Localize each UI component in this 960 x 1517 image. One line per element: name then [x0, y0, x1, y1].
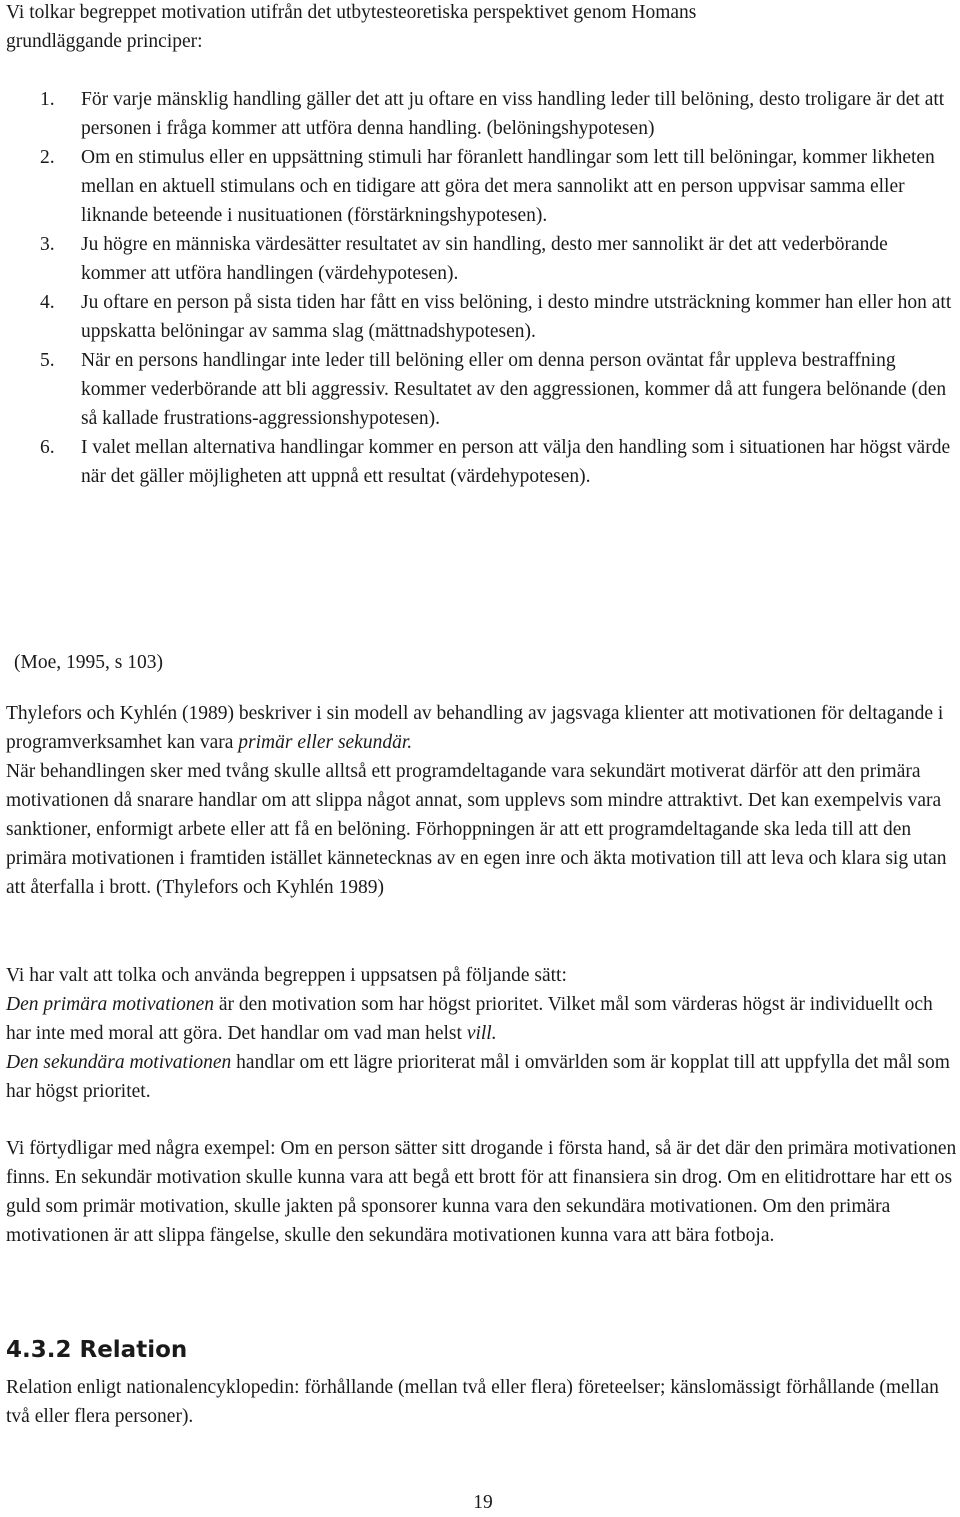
list-number: 2. — [40, 147, 55, 168]
list-item — [6, 85, 952, 143]
document-page — [6, 0, 960, 1515]
list-number: 1. — [40, 89, 55, 110]
list-number: 6. — [40, 437, 55, 458]
primary-motivation-italic-end: vill. — [466, 1023, 497, 1044]
list-item — [6, 143, 952, 230]
thylefors-italic: primär eller sekundär. — [238, 732, 413, 753]
citation-reference: (Moe, 1995, s 103) — [14, 652, 163, 673]
relation-paragraph: Relation enligt nationalencyklopedin: förhållande (mellan två eller flera) företeelser; känslomässigt förhållande (mellan två eller flera personer). — [6, 1377, 939, 1427]
intro-line-2: grundläggande principer: — [6, 31, 203, 52]
primary-motivation-term: Den primära motivationen — [6, 994, 214, 1015]
page-number: 19 — [473, 1492, 493, 1513]
intro-paragraph — [6, 0, 906, 56]
list-number: 4. — [40, 292, 55, 313]
intro-line-1: Vi tolkar begreppet motivation utifrån det utbytesteoretiska perspektivet genom Homans — [6, 2, 697, 23]
list-item — [6, 346, 952, 433]
list-item — [6, 433, 952, 491]
list-item — [6, 230, 952, 288]
list-item-text: Om en stimulus eller en uppsättning stimuli har föranlett handlingar som lett till belöningar, kommer likheten mellan en aktuell stimulans och en tidigare att göra det mera sannolikt att en person uppvisar samma eller liknande beteende i nusituationen (förstärkningshypotesen). — [81, 147, 935, 226]
primary-motivation-text: är den motivation som har högst prioritet. Vilket mål som värderas högst är individuellt och har inte med moral att göra. Det handlar om vad man helst — [6, 994, 933, 1044]
list-item-text: Ju oftare en person på sista tiden har fått en viss belöning, i desto mindre utsträckning kommer han eller hon att uppskatta belöningar av samma slag (mättnadshypotesen). — [81, 292, 952, 342]
secondary-motivation-text: handlar om ett lägre prioriterat mål i omvärlden som är kopplat till att uppfylla det mål som har högst prioritet. — [6, 1052, 950, 1102]
definitions-intro: Vi har valt att tolka och använda begreppen i uppsatsen på följande sätt: — [6, 965, 567, 986]
list-item-text: Ju högre en människa värdesätter resultatet av sin handling, desto mer sannolikt är det att vederbörande kommer att utföra handlingen (värdehypotesen). — [81, 234, 888, 284]
thylefors-text-1: Thylefors och Kyhlén (1989) beskriver i sin modell av behandling av jagsvaga klienter att motivationen för deltagande i programverksamhet kan vara — [6, 703, 944, 753]
examples-paragraph: Vi förtydligar med några exempel: Om en person sätter sitt drogande i första hand, så är det där den primära motivationen finns. En sekundär motivation skulle kunna vara att begå ett brott för att finansiera sin drog. Om en elitidrottare har ett os guld som primär motivation, skulle jakten på sponsorer kunna vara den sekundära motivationen. Om den primära motivationen är att slippa fängelse, skulle den sekundära motivationen kunna vara att bära fotboja. — [6, 1138, 957, 1246]
thylefors-paragraph — [6, 699, 960, 902]
principles-list — [6, 85, 952, 491]
secondary-motivation-term: Den sekundära motivationen — [6, 1052, 232, 1073]
section-heading: 4.3.2 Relation — [6, 1337, 188, 1363]
list-item-text: För varje mänsklig handling gäller det att ju oftare en viss handling leder till belöning, desto troligare är det att personen i fråga kommer att utföra denna handling. (belöningshypotesen) — [81, 89, 945, 139]
list-number: 3. — [40, 234, 55, 255]
list-item — [6, 288, 952, 346]
definitions-paragraph — [6, 961, 960, 1106]
list-item-text: I valet mellan alternativa handlingar kommer en person att välja den handling som i situationen har högst värde när det gäller möjligheten att uppnå ett resultat (värdehypotesen). — [81, 437, 951, 487]
thylefors-text-2: När behandlingen sker med tvång skulle alltså ett programdeltagande vara sekundärt motiverat därför att den primära motivationen då snarare handlar om att slippa något annat, som upplevs som mindre attraktivt. Det kan exempelvis vara sanktioner, enformigt arbete eller att få en belöning. Förhoppningen är att ett programdeltagande ska leda till att den primära motivationen i framtiden istället kännetecknas av en egen inre och äkta motivation till att leva och klara sig utan att återfalla i brott. (Thylefors och Kyhlén 1989) — [6, 761, 947, 898]
list-number: 5. — [40, 350, 55, 371]
list-item-text: När en persons handlingar inte leder till belöning eller om denna person oväntat får uppleva bestraffning kommer vederbörande att bli aggressiv. Resultatet av den aggressionen, kommer då att fungera belönande (den så kallade frustrations-aggressionshypotesen). — [81, 350, 947, 429]
